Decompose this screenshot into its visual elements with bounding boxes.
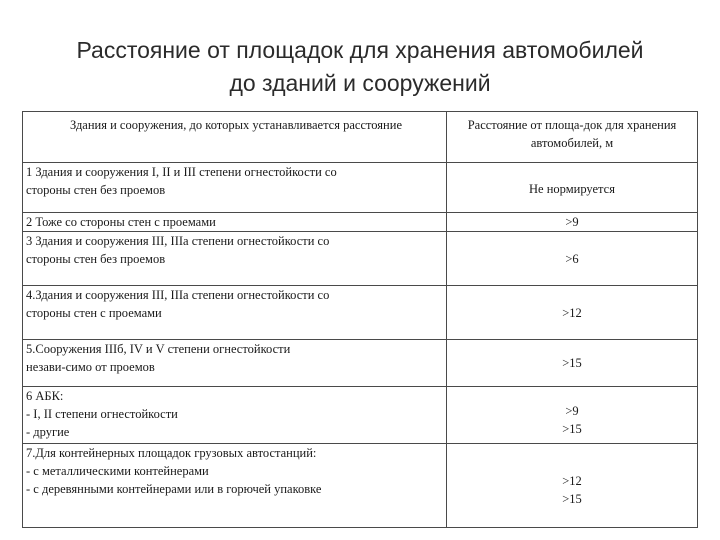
building-line: 5.Сооружения IIIб, IV и V степени огнестойкости (26, 342, 291, 356)
table-body (23, 163, 698, 528)
building-line: 1 Здания и сооружения I, II и III степени огнестойкости со (26, 165, 337, 179)
building-line: - с деревянными контейнерами или в горючей упаковке (26, 482, 322, 496)
distance-cell (447, 232, 698, 286)
distance-cell (447, 387, 698, 444)
building-cell (23, 163, 447, 213)
table-row (23, 340, 698, 387)
building-line: 3 Здания и сооружения III, IIIа степени огнестойкости со (26, 234, 330, 248)
building-cell (23, 444, 447, 528)
header-buildings: Здания и сооружения, до которых устанавливается расстояние (23, 112, 447, 163)
table-row (23, 444, 698, 528)
distance-value: >15 (562, 492, 582, 506)
building-cell (23, 387, 447, 444)
distance-value: >12 (562, 474, 582, 488)
building-line: стороны стен с проемами (26, 306, 162, 320)
title-line-1: Расстояние от площадок для хранения автомобилей (76, 37, 644, 63)
building-line: - I, II степени огнестойкости (26, 407, 178, 421)
table-row (23, 213, 698, 232)
building-line: стороны стен без проемов (26, 183, 166, 197)
building-cell (23, 286, 447, 340)
distance-value: Не нормируется (529, 181, 615, 196)
distance-value: >9 (565, 215, 579, 229)
title-line-2: до зданий и сооружений (229, 70, 491, 96)
building-line: 4.Здания и сооружения III, IIIа степени огнестойкости со (26, 288, 330, 302)
distance-value: >9 (565, 403, 579, 418)
page-title (40, 34, 680, 100)
building-cell (23, 232, 447, 286)
distance-value: >15 (562, 421, 582, 436)
building-line: 7.Для контейнерных площадок грузовых автостанций: (26, 446, 317, 460)
building-line: - с металлическими контейнерами (26, 464, 209, 478)
distance-value: >6 (565, 251, 579, 266)
building-line: 6 АБК: (26, 389, 64, 403)
distance-cell (447, 444, 698, 528)
building-cell (23, 213, 447, 232)
table-row (23, 232, 698, 286)
table-header-row (23, 112, 698, 163)
distance-cell (447, 286, 698, 340)
distance-cell (447, 340, 698, 387)
table-row (23, 387, 698, 444)
distance-cell (447, 213, 698, 232)
building-cell (23, 340, 447, 387)
table-row (23, 163, 698, 213)
distance-table (22, 111, 698, 528)
table-row (23, 286, 698, 340)
building-line: 2 Тоже со стороны стен с проемами (26, 215, 216, 229)
building-line: - другие (26, 425, 70, 439)
header-distance: Расстояние от площа-док для хранения автомобилей, м (447, 112, 698, 163)
distance-value: >15 (562, 356, 582, 370)
building-line: стороны стен без проемов (26, 252, 166, 266)
distance-cell (447, 163, 698, 213)
building-line: незави-симо от проемов (26, 360, 155, 374)
distance-value: >12 (562, 305, 582, 320)
